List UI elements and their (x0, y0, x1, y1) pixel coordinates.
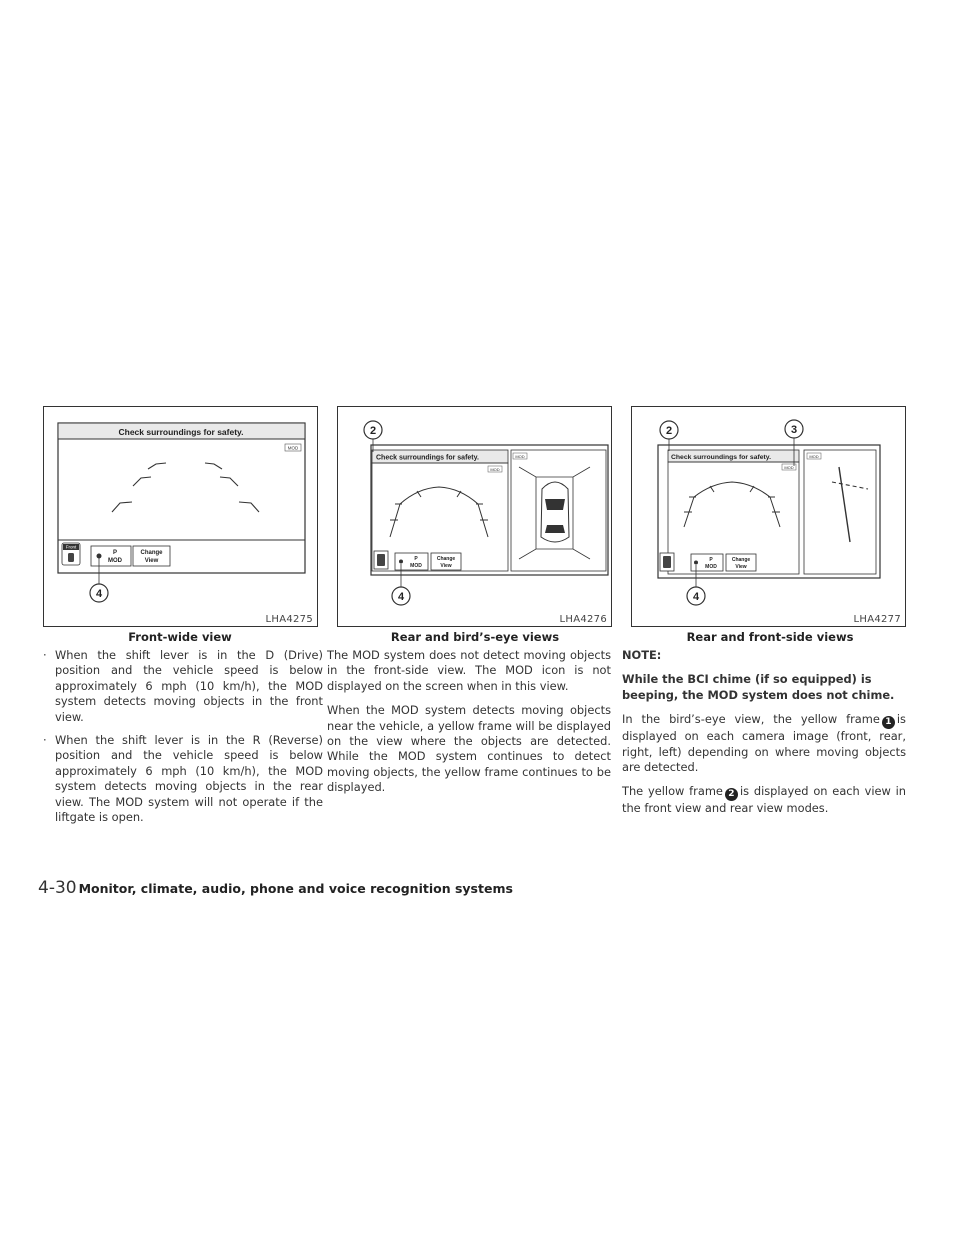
svg-text:View: View (735, 564, 747, 570)
callout-2-icon: 2 (725, 788, 738, 801)
figure-caption-1: Front-wide view (128, 630, 232, 644)
svg-text:MOD: MOD (410, 563, 422, 569)
column-1 (43, 648, 323, 833)
bullet-text: When the shift lever is in the R (Reverse) position and the vehicle speed is below approximately 6 mph (10 km/h), the MOD system detects moving objects in the rear view. The MOD system will not operate if the liftgate is open. (55, 733, 323, 825)
figure-front-wide-view (43, 406, 318, 627)
figure-code: LHA4275 (265, 614, 313, 625)
front-wide-view-illustration (44, 407, 317, 626)
note-warning: While the BCI chime (if so equipped) is beeping, the MOD system does not chime. (622, 672, 895, 702)
screen-warning-text: Check surroundings for safety. (671, 454, 771, 461)
front-tag: Front (65, 544, 77, 550)
svg-text:Change: Change (140, 550, 163, 556)
svg-text:P: P (414, 556, 418, 562)
svg-text:4: 4 (397, 591, 405, 603)
bullet-drive (43, 648, 323, 725)
svg-text:MOD: MOD (784, 464, 794, 470)
svg-text:4: 4 (692, 591, 700, 603)
screen-warning-text: Check surroundings for safety. (118, 427, 244, 437)
svg-text:MOD: MOD (809, 453, 819, 459)
svg-text:MOD: MOD (515, 453, 525, 459)
page-footer (38, 878, 513, 898)
callout-1-icon: 1 (882, 716, 895, 729)
figure-rear-birdseye-view (337, 406, 612, 627)
bullet-reverse (43, 733, 323, 825)
svg-text:Change: Change (731, 557, 751, 563)
page-number: 4-30 (38, 878, 77, 898)
figure-rear-frontside-view (631, 406, 906, 627)
figure-caption-3: Rear and front-side views (686, 630, 854, 644)
screen-warning-text: Check surroundings for safety. (376, 454, 479, 462)
svg-text:4: 4 (95, 588, 103, 600)
figure-caption-2: Rear and bird’s-eye views (390, 630, 560, 644)
rear-frontside-view-illustration (632, 407, 905, 626)
bullet-mark: · (43, 648, 47, 662)
svg-text:Change: Change (436, 556, 456, 562)
paragraph-front-side: The MOD system does not detect moving objects in the front-side view. The MOD icon is not displayed on the screen when in this view. (327, 648, 611, 693)
column-3 (622, 648, 906, 826)
svg-text:P: P (112, 550, 118, 556)
paragraph-frame-2: The yellow frame 2 is displayed on each view in the front view and rear view modes. (622, 784, 906, 816)
note-title: NOTE: (622, 648, 662, 662)
bullet-mark: · (43, 733, 47, 748)
figure-code: LHA4276 (559, 614, 607, 625)
paragraph-yellow-frame: When the MOD system detects moving objects near the vehicle, a yellow frame will be displayed on the view where the objects are detected. While the MOD system continues to detect moving objects, the yellow frame continues to be displayed. (327, 703, 611, 795)
svg-text:MOD: MOD (108, 558, 122, 564)
svg-text:View: View (440, 563, 452, 569)
svg-text:View: View (144, 558, 159, 564)
svg-text:2: 2 (369, 425, 377, 437)
column-2 (327, 648, 611, 805)
rear-birdseye-view-illustration (338, 407, 611, 626)
paragraph-birdseye-frame: In the bird’s-eye view, the yellow frame 1 is displayed on each camera image (front, rear, right, left) depending on where moving objects are detected. (622, 712, 906, 775)
bullet-text: When the shift lever is in the D (Drive) position and the vehicle speed is below approximately 6 mph (10 km/h), the MOD system detects moving objects in the front view. (55, 648, 323, 724)
car-icon (541, 482, 569, 542)
section-title: Monitor, climate, audio, phone and voice recognition systems (78, 881, 513, 896)
figure-code: LHA4277 (853, 614, 901, 625)
mod-indicator: MOD (287, 445, 299, 451)
svg-text:P: P (709, 557, 713, 563)
svg-text:MOD: MOD (490, 466, 500, 472)
svg-text:MOD: MOD (705, 564, 717, 570)
svg-text:2: 2 (665, 425, 673, 437)
svg-text:3: 3 (790, 424, 798, 436)
